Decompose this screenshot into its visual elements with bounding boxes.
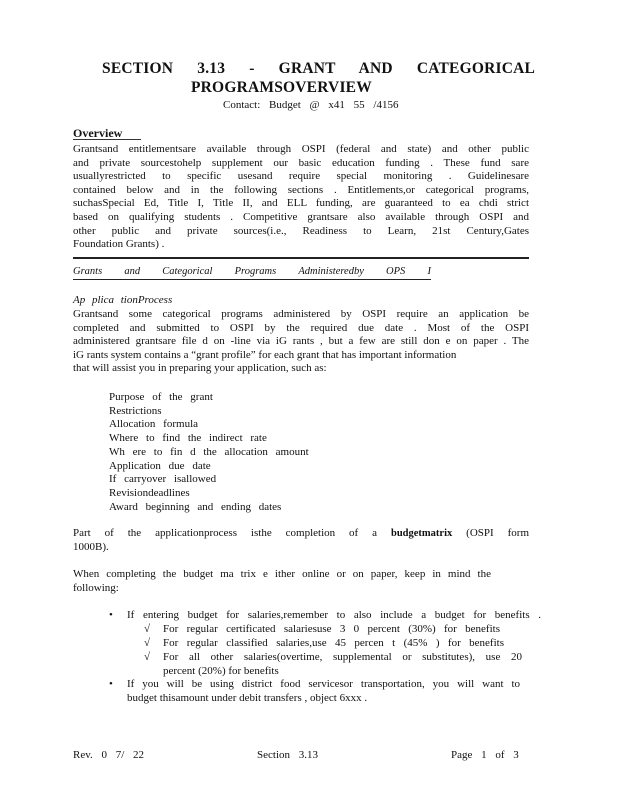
check-mark-icon: √ [144, 623, 151, 635]
list-item: Wh ere to fin d the allocation amount [109, 445, 309, 458]
grants-header-cell: Programs [234, 266, 277, 277]
budget-matrix-term: budgetmatrix [390, 528, 453, 539]
list-item: Revisiondeadlines [109, 486, 190, 499]
footer-revision: Rev. 0 7/ 22 [73, 749, 145, 761]
budget-notes-intro [73, 568, 529, 595]
application-process-heading: Ap plica tionProcess [73, 294, 173, 306]
overview-heading: Overview [73, 126, 123, 140]
overview-line: contained below and in the following sections . Entitlements,or categorical programs, [73, 183, 529, 196]
overview-line: other public and private sources(i.e., Readiness to Learn, 21st Century,Gates [73, 224, 529, 237]
check-text: For regular certificated salariesuse 3 0 percent (30%) for benefits [163, 623, 500, 635]
bullet-food-services [109, 678, 520, 705]
overview-line: Foundation Grants) . [73, 238, 165, 251]
list-item: Restrictions [109, 404, 162, 417]
section-divider [73, 257, 529, 259]
check-mark-icon: √ [144, 637, 151, 649]
grant-profile-list [109, 391, 309, 514]
list-item: Where to find the indirect rate [109, 432, 267, 445]
budget-matrix-line [73, 527, 529, 541]
overview-heading-rule [73, 139, 141, 140]
application-line: iG rants system contains a “grant profile” for each grant that has important information [73, 348, 457, 361]
application-line: administered grantsare file d on -line via iG rants , but a few are still don e on paper . The [73, 335, 529, 348]
overview-line: and private sourcestohelp supplement our basic education funding . These fund sare [73, 156, 529, 169]
bullet-text: If you will be using district food servicesor transportation, you will want to [127, 678, 520, 690]
grants-header-cell: Grants [73, 266, 103, 277]
application-line: that will assist you in preparing your application, such as: [73, 362, 327, 375]
application-line: completed and submitted to OSPI by the required due date . Most of the OSPI [73, 321, 529, 334]
check-mark-icon: √ [144, 651, 151, 663]
budget-matrix-suffix: (OSPI form [466, 527, 529, 539]
grants-header-cell: OPS [386, 266, 406, 277]
budget-matrix-line: 1000B). [73, 540, 109, 553]
footer-section: Section 3.13 [257, 749, 318, 761]
check-text: For all other salaries(overtime, supplemental or substitutes), use 20 [163, 651, 522, 663]
footer-page-number: Page 1 of 3 [451, 749, 519, 761]
list-item: If carryover isallowed [109, 473, 217, 486]
grants-table-header [73, 266, 431, 277]
bullet-text: budget thisamount under debit transfers , object 6xxx . [127, 691, 368, 704]
budget-notes-line: When completing the budget ma trix e ither online or on paper, keep in mind the [73, 568, 491, 580]
grants-header-cell: and [124, 266, 141, 277]
bullet-mark: • [109, 678, 113, 690]
grants-header-rule [73, 279, 431, 280]
list-item: Purpose of the grant [109, 391, 213, 403]
list-item: Award beginning and ending dates [109, 500, 282, 513]
application-paragraph [73, 308, 529, 376]
bullet-text: If entering budget for salaries,remember to also include a budget for benefits . [127, 609, 541, 621]
overview-line: suchasSpecial Ed, Title I, Title II, and ELL funding, are guaranteed to ea chdi strict [73, 197, 529, 210]
application-line: Grantsand some categorical programs administered by OSPI require an application be [73, 308, 529, 320]
check-item-certificated [144, 623, 500, 637]
overview-paragraph [73, 143, 529, 252]
check-text: percent (20%) for benefits [163, 664, 279, 677]
budget-notes-line: following: [73, 581, 119, 594]
budget-matrix-prefix: Part of the applicationprocess isthe completion of a [73, 527, 378, 539]
grants-header-cell: Administeredby [298, 266, 364, 277]
overview-line: based on qualifying students . Competitive grantsare also available through OSPI and [73, 210, 529, 223]
bullet-salaries [109, 609, 541, 623]
check-item-other [144, 651, 522, 678]
document-title-line1: SECTION 3.13 - GRANT AND CATEGORICAL [102, 60, 536, 77]
grants-header-cell: Categorical [162, 266, 213, 277]
document-title-line2: PROGRAMSOVERVIEW [191, 79, 372, 96]
grants-header-cell: I [427, 266, 431, 277]
list-item: Application due date [109, 459, 211, 472]
check-text: For regular classified salaries,use 45 percen t (45% ) for benefits [163, 637, 504, 649]
check-item-classified [144, 637, 504, 651]
bullet-mark: • [109, 609, 113, 621]
overview-line: Grantsand entitlementsare available through OSPI (federal and state) and other public [73, 143, 529, 155]
contact-line: Contact: Budget @ x41 55 /4156 [223, 99, 399, 111]
list-item: Allocation formula [109, 418, 199, 431]
overview-line: usuallyrestricted to specific usesand require special monitoring . Guidelinesare [73, 170, 529, 183]
budget-matrix-paragraph [73, 527, 529, 554]
